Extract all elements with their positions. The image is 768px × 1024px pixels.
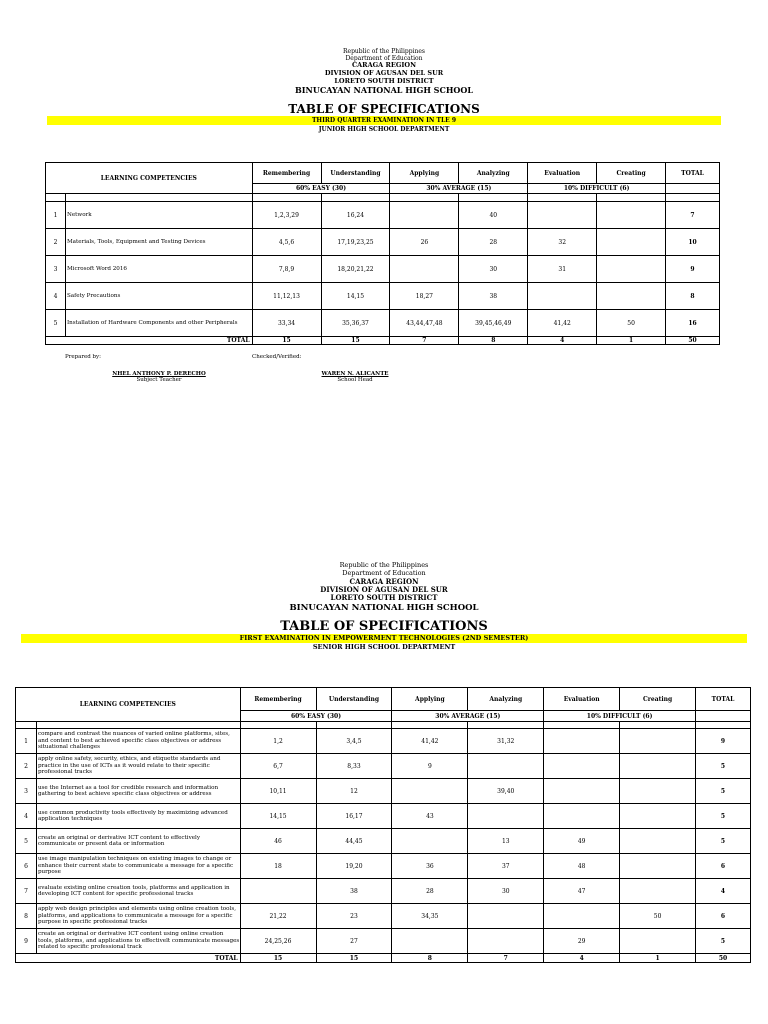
evaluation-items: [544, 729, 620, 754]
analyzing-header: Analyzing: [459, 163, 528, 184]
understanding-items: 23: [316, 904, 392, 929]
creating-header: Creating: [597, 163, 666, 184]
table-row: [16, 804, 751, 829]
analyzing-items: [468, 804, 544, 829]
competency-text: use image manipulation techniques on existing images to change or enhance their current state to communicate a message for a specific purpose: [36, 854, 240, 879]
competency-text: create an original or derivative ICT content to effectively communicate or present data or information: [36, 829, 240, 854]
competency-text: compare and contrast the nuances of varied online platforms, sites, and content to best achieved specific class objectives or address situational challenges: [36, 729, 240, 754]
row-number: 4: [16, 804, 37, 829]
row-total: 5: [696, 754, 751, 779]
creating-items: [620, 804, 696, 829]
row-total: 9: [666, 256, 720, 283]
total-creating: 1: [620, 954, 696, 963]
row-number: 5: [46, 310, 66, 337]
blank-cell: [36, 722, 240, 729]
row-number: 5: [16, 829, 37, 854]
creating-items: [597, 229, 666, 256]
remembering-items: 1,2: [240, 729, 316, 754]
teacher-role: Subject Teacher: [136, 377, 182, 383]
specifications-table-1: [45, 162, 720, 345]
remembering-items: 10,11: [240, 779, 316, 804]
page-title: TABLE OF SPECIFICATIONS: [280, 618, 488, 634]
total-overall: 50: [666, 337, 720, 345]
competency-text: apply online safety, security, ethics, and etiquette standards and practice in the use of ICTs as it would relate to their specific professional tracks: [36, 754, 240, 779]
total-row: [46, 337, 720, 345]
head-name: WAREN N. ALICANTE: [321, 371, 389, 377]
applying-items: [392, 929, 468, 954]
remembering-items: 1,2,3,29: [252, 202, 321, 229]
division-line: DIVISION OF AGUSAN DEL SUR: [324, 69, 444, 78]
understanding-items: 12: [316, 779, 392, 804]
total-label: TOTAL: [46, 337, 253, 345]
applying-items: [392, 829, 468, 854]
analyzing-items: 13: [468, 829, 544, 854]
analyzing-items: 39,40: [468, 779, 544, 804]
blank-cell: [316, 722, 392, 729]
applying-header: Applying: [392, 688, 468, 711]
average-header: 30% AVERAGE (15): [392, 711, 544, 722]
applying-items: 26: [390, 229, 459, 256]
evaluation-items: 32: [528, 229, 597, 256]
table-row: [16, 854, 751, 879]
total-header: TOTAL: [666, 163, 720, 184]
row-number: 8: [16, 904, 37, 929]
blank-cell: [321, 194, 390, 202]
competency-text: Materials, Tools, Equipment and Testing Devices: [65, 229, 252, 256]
applying-items: [390, 202, 459, 229]
evaluation-items: 48: [544, 854, 620, 879]
exam-title-highlight: THIRD QUARTER EXAMINATION IN TLE 9: [47, 116, 721, 125]
header-block-2: [0, 562, 768, 613]
total-evaluation: 4: [528, 337, 597, 345]
table-row: [16, 879, 751, 904]
blank-cell: [468, 722, 544, 729]
table-row: [46, 229, 720, 256]
creating-items: 50: [597, 310, 666, 337]
creating-header: Creating: [620, 688, 696, 711]
understanding-items: 16,24: [321, 202, 390, 229]
blank-cell: [666, 194, 720, 202]
remembering-items: 11,12,13: [252, 283, 321, 310]
total-analyzing: 8: [459, 337, 528, 345]
evaluation-header: Evaluation: [528, 163, 597, 184]
evaluation-items: [528, 283, 597, 310]
competencies-header: LEARNING COMPETENCIES: [46, 163, 253, 194]
evaluation-items: [544, 804, 620, 829]
blank-cell: [696, 722, 751, 729]
average-header: 30% AVERAGE (15): [390, 184, 528, 194]
difficult-header: 10% DIFFICULT (6): [528, 184, 666, 194]
row-total: 4: [696, 879, 751, 904]
total-row: [16, 954, 751, 963]
table-row: [16, 829, 751, 854]
applying-items: [390, 256, 459, 283]
remembering-items: 7,8,9: [252, 256, 321, 283]
total-creating: 1: [597, 337, 666, 345]
table-row: [46, 256, 720, 283]
total-applying: 7: [390, 337, 459, 345]
applying-items: 43: [392, 804, 468, 829]
row-total: 10: [666, 229, 720, 256]
remembering-items: 4,5,6: [252, 229, 321, 256]
blank-cell: [459, 194, 528, 202]
analyzing-items: 38: [459, 283, 528, 310]
evaluation-items: [544, 904, 620, 929]
understanding-items: 17,19,23,25: [321, 229, 390, 256]
row-number: 2: [46, 229, 66, 256]
table-row: [16, 729, 751, 754]
table-row: [46, 310, 720, 337]
understanding-header: Understanding: [316, 688, 392, 711]
row-number: 1: [16, 729, 37, 754]
creating-items: [620, 754, 696, 779]
table-row: [46, 283, 720, 310]
competency-text: use common productivity tools effectively by maximizing advanced application techniques: [36, 804, 240, 829]
evaluation-items: 49: [544, 829, 620, 854]
remembering-items: 6,7: [240, 754, 316, 779]
applying-items: 28: [392, 879, 468, 904]
total-understanding: 15: [316, 954, 392, 963]
applying-items: 18,27: [390, 283, 459, 310]
row-total: 5: [696, 829, 751, 854]
competency-text: Safety Precautions: [65, 283, 252, 310]
row-number: 6: [16, 854, 37, 879]
remembering-items: 18: [240, 854, 316, 879]
region-line: CARAGA REGION: [351, 61, 417, 70]
department-name: SENIOR HIGH SCHOOL DEPARTMENT: [312, 642, 456, 651]
analyzing-items: 37: [468, 854, 544, 879]
analyzing-items: 28: [459, 229, 528, 256]
row-total: 9: [696, 729, 751, 754]
evaluation-items: [544, 754, 620, 779]
creating-items: [597, 202, 666, 229]
exam-title-highlight: FIRST EXAMINATION IN EMPOWERMENT TECHNOLOGIES (2ND SEMESTER): [21, 634, 747, 643]
remembering-header: Remembering: [252, 163, 321, 184]
row-number: 9: [16, 929, 37, 954]
teacher-signature: [106, 371, 212, 383]
competency-text: create an original or derivative ICT content using online creation tools, platforms, and applications to effectivelt communicate messages related to specific professional track: [36, 929, 240, 954]
analyzing-items: 30: [459, 256, 528, 283]
total-understanding: 15: [321, 337, 390, 345]
competency-text: Network: [65, 202, 252, 229]
remembering-header: Remembering: [240, 688, 316, 711]
teacher-name: NHEL ANTHONY P. DERECHO: [112, 371, 206, 377]
understanding-items: 16,17: [316, 804, 392, 829]
easy-header: 60% EASY (30): [252, 184, 390, 194]
row-number: 3: [16, 779, 37, 804]
difficult-header: 10% DIFFICULT (6): [544, 711, 696, 722]
total-analyzing: 7: [468, 954, 544, 963]
row-total: 5: [696, 929, 751, 954]
blank-cell: [620, 722, 696, 729]
competency-text: Microsoft Word 2016: [65, 256, 252, 283]
understanding-header: Understanding: [321, 163, 390, 184]
easy-header: 60% EASY (30): [240, 711, 392, 722]
evaluation-items: [528, 202, 597, 229]
department-name: JUNIOR HIGH SCHOOL DEPARTMENT: [318, 126, 450, 134]
understanding-items: 27: [316, 929, 392, 954]
tos-document-1: [0, 48, 768, 134]
total-evaluation: 4: [544, 954, 620, 963]
table-row: [16, 779, 751, 804]
row-number: 4: [46, 283, 66, 310]
remembering-items: 14,15: [240, 804, 316, 829]
analyzing-items: 31,32: [468, 729, 544, 754]
row-number: 2: [16, 754, 37, 779]
total-applying: 8: [392, 954, 468, 963]
competencies-header: LEARNING COMPETENCIES: [16, 688, 241, 722]
creating-items: [620, 854, 696, 879]
analyzing-items: [468, 904, 544, 929]
creating-items: [620, 829, 696, 854]
applying-items: [392, 779, 468, 804]
applying-items: 34,35: [392, 904, 468, 929]
creating-items: [620, 879, 696, 904]
creating-items: [620, 779, 696, 804]
blank-cell: [597, 194, 666, 202]
specifications-table-2: [15, 687, 751, 963]
understanding-items: 44,45: [316, 829, 392, 854]
applying-items: 9: [392, 754, 468, 779]
table-row: [16, 929, 751, 954]
row-total: 6: [696, 904, 751, 929]
prepared-by-label: Prepared by:: [65, 354, 102, 360]
department-line: Department of Education: [345, 55, 423, 63]
analyzing-items: 39,45,46,49: [459, 310, 528, 337]
school-name: BINUCAYAN NATIONAL HIGH SCHOOL: [289, 602, 479, 613]
total-header: TOTAL: [696, 688, 751, 711]
applying-header: Applying: [390, 163, 459, 184]
understanding-items: 14,15: [321, 283, 390, 310]
blank-cell: [544, 722, 620, 729]
table-row: [46, 202, 720, 229]
department-line: Department of Education: [342, 568, 426, 577]
republic-line: Republic of the Philippines: [343, 48, 425, 55]
header-block-1: [0, 48, 768, 95]
region-line: CARAGA REGION: [349, 576, 419, 586]
school-name: BINUCAYAN NATIONAL HIGH SCHOOL: [295, 84, 473, 95]
row-total: 5: [696, 804, 751, 829]
evaluation-items: 41,42: [528, 310, 597, 337]
total-remembering: 15: [240, 954, 316, 963]
analyzing-items: 40: [459, 202, 528, 229]
head-role: School Head: [337, 377, 373, 383]
row-total: 7: [666, 202, 720, 229]
row-total: 8: [666, 283, 720, 310]
head-signature: [315, 371, 395, 383]
evaluation-items: 47: [544, 879, 620, 904]
total-label: TOTAL: [16, 954, 241, 963]
row-total: 6: [696, 854, 751, 879]
understanding-items: 19,20: [316, 854, 392, 879]
blank-cell: [392, 722, 468, 729]
analyzing-items: 30: [468, 879, 544, 904]
blank-cell: [528, 194, 597, 202]
remembering-items: [240, 879, 316, 904]
remembering-items: 33,34: [252, 310, 321, 337]
blank-cell: [666, 184, 720, 194]
applying-items: 41,42: [392, 729, 468, 754]
remembering-items: 21,22: [240, 904, 316, 929]
creating-items: [597, 256, 666, 283]
row-number: 3: [46, 256, 66, 283]
understanding-items: 3,4,5: [316, 729, 392, 754]
row-total: 5: [696, 779, 751, 804]
page-title: TABLE OF SPECIFICATIONS: [288, 102, 480, 117]
understanding-items: 38: [316, 879, 392, 904]
creating-items: [620, 729, 696, 754]
evaluation-header: Evaluation: [544, 688, 620, 711]
applying-items: 36: [392, 854, 468, 879]
tos-document-2: [0, 562, 768, 652]
division-line: DIVISION OF AGUSAN DEL SUR: [320, 584, 448, 594]
table-row: [16, 754, 751, 779]
remembering-items: 46: [240, 829, 316, 854]
row-number: 7: [16, 879, 37, 904]
checked-by-label: Checked/Verified:: [252, 354, 302, 360]
blank-cell: [65, 194, 252, 202]
analyzing-items: [468, 754, 544, 779]
understanding-items: 8,33: [316, 754, 392, 779]
creating-items: 50: [620, 904, 696, 929]
creating-items: [620, 929, 696, 954]
creating-items: [597, 283, 666, 310]
analyzing-items: [468, 929, 544, 954]
row-total: 16: [666, 310, 720, 337]
district-line: LORETO SOUTH DISTRICT: [334, 76, 434, 85]
evaluation-items: [544, 779, 620, 804]
blank-cell: [696, 711, 751, 722]
district-line: LORETO SOUTH DISTRICT: [330, 593, 438, 603]
applying-items: 43,44,47,48: [390, 310, 459, 337]
understanding-items: 35,36,37: [321, 310, 390, 337]
competency-text: apply web design principles and elements using online creation tools, platforms, and applications to communicate a message for a specific purpose in specific professional tracks: [36, 904, 240, 929]
row-number: 1: [46, 202, 66, 229]
competency-text: use the Internet as a tool for credible research and information gathering to best achieve specific class objectives or address: [36, 779, 240, 804]
blank-cell: [16, 722, 37, 729]
evaluation-items: 29: [544, 929, 620, 954]
blank-cell: [252, 194, 321, 202]
blank-cell: [390, 194, 459, 202]
table-row: [16, 904, 751, 929]
total-remembering: 15: [252, 337, 321, 345]
total-overall: 50: [696, 954, 751, 963]
competency-text: Installation of Hardware Components and other Peripherals: [65, 310, 252, 337]
remembering-items: 24,25,26: [240, 929, 316, 954]
blank-cell: [46, 194, 66, 202]
understanding-items: 18,20,21,22: [321, 256, 390, 283]
analyzing-header: Analyzing: [468, 688, 544, 711]
evaluation-items: 31: [528, 256, 597, 283]
blank-cell: [240, 722, 316, 729]
republic-line: Republic of the Philippines: [339, 561, 429, 569]
competency-text: evaluate existing online creation tools, platforms and application in developing ICT content for specific professional tracks: [36, 879, 240, 904]
